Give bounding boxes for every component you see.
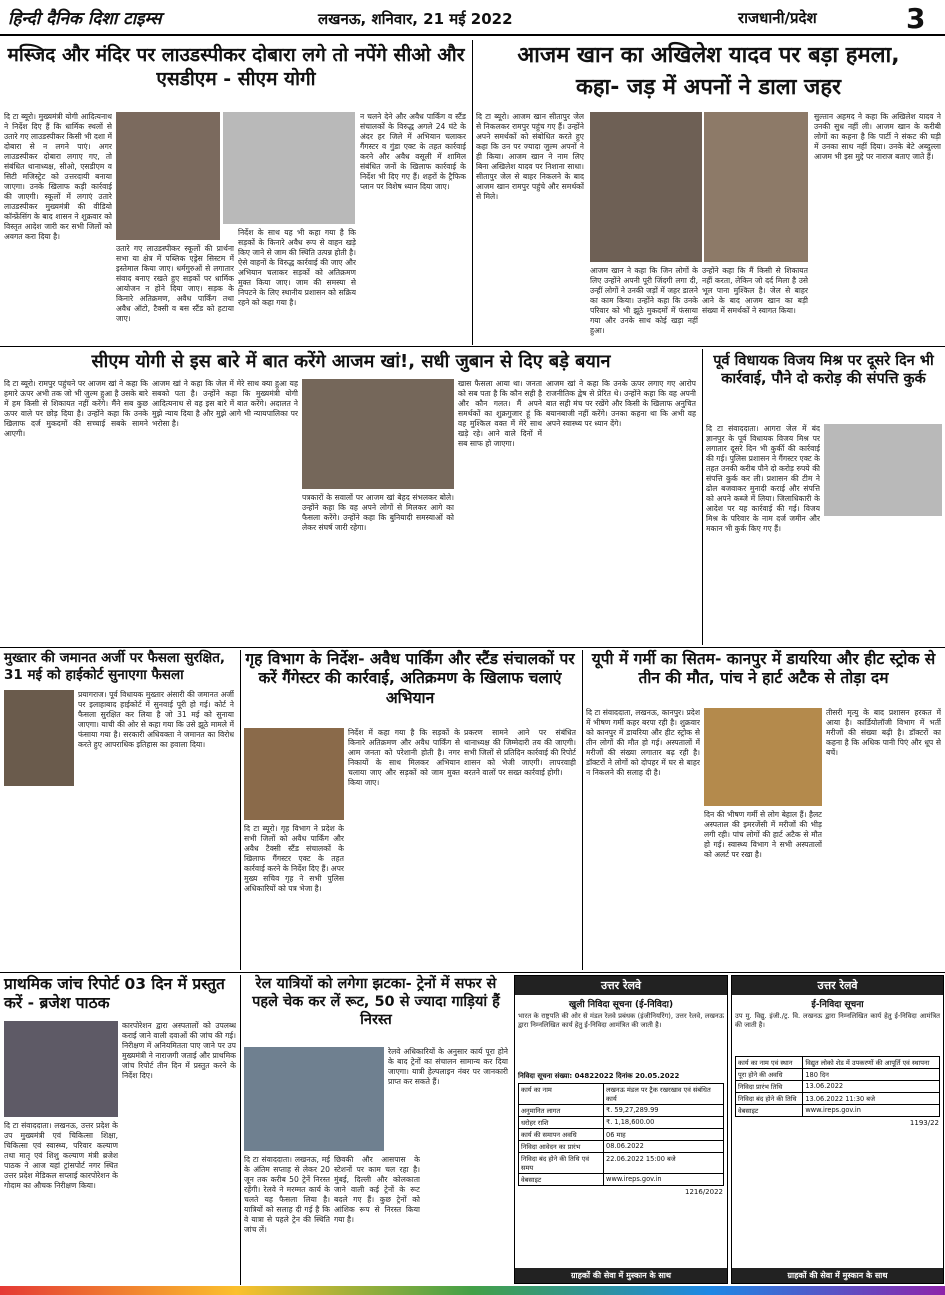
article-body: आजम खां ने कहा कि उनके ऊपर लगाए गए आरोप राजनीतिक द्वेष से प्रेरित थे। उन्होंने कहा कि वह अपनी बात सही मंच पर रखेंगे और किसी के खिलाफ अनुचित बयानबाजी नहीं करेंगे। उनका कहना था कि अभी वह अपने स्वास्थ्य पर ध्यान देंगे। [546, 379, 696, 429]
article-body: आजम खान ने कहा कि जिन लोगों के लिए उन्होंने अपनी पूरी जिंदगी लगा दी, उन्हीं लोगों ने उनकी जड़ों में जहर डालने का काम किया। उन्होंने कहा कि उनके परिवार को भी झूठे मुकदमों में फंसाया गया और उनके साथ कोई खड़ा नहीं हुआ। [590, 266, 698, 336]
headline-azam-line1: आजम खान का अखिलेश यादव पर बड़ा हमला, [517, 43, 900, 68]
article-body: दिन की भीषण गर्मी से लोग बेहाल हैं। हैलट अस्पताल की इमरजेंसी में मरीजों की भीड़ लगी रही। पांच लोगों की हार्ट अटैक से मौत हो गई। स्वास्थ्य विभाग ने सभी अस्पतालों को अलर्ट पर रखा है। [704, 810, 822, 860]
article-kanpur-heat [586, 650, 945, 970]
article-body: दि टा संवाददाता, लखनऊ, कानपुर। प्रदेश में भीषण गर्मी कहर बरपा रही है। शुक्रवार को कानपुर में डायरिया और हीट स्ट्रोक से तीन लोगों की मौत हो गई। अस्पतालों में मरीजों की संख्या लगातार बढ़ रही है। डॉक्टरों ने लोगों को दोपहर में घर से बाहर न निकलने की सलाह दी है। [586, 708, 700, 778]
column-divider [472, 40, 473, 345]
page-number: 3 [906, 2, 926, 35]
column-divider [582, 650, 583, 970]
notice-title: ई-निविदा सूचना [811, 1000, 864, 1010]
article-body: दि टा संवाददाता। आगरा जेल में बंद ज्ञानपुर के पूर्व विधायक विजय मिश्र पर लगातार दूसरे दिन भी कुर्की की कार्रवाई की गई। पुलिस प्रशासन ने गैंगस्टर एक्ट के तहत उनकी करीब पौने दो करोड़ रुपये की संपत्ति कुर्क कर ली। प्रशासन की टीम ने ढोल बजवाकर मुनादी कराई और संपत्ति को अपने कब्जे में लिया। जिलाधिकारी के आदेश पर यह कार्रवाई की गई। विजय मिश्र के परिवार के नाम दर्ज जमीन और मकान भी कुर्क किए गए हैं। [706, 424, 820, 534]
heat-thermometer-photo [704, 708, 822, 806]
article-azam-cm [0, 349, 700, 645]
column-divider [240, 975, 241, 1285]
section-label: राजधानी/प्रदेश [738, 9, 817, 27]
article-body: दि टा संवाददाता। लखनऊ, उत्तर प्रदेश के उप मुख्यमंत्री एवं चिकित्सा शिक्षा, चिकित्सा एवं स्वास्थ्य, परिवार कल्याण तथा मातृ एवं शिशु कल्याण मंत्री ब्रजेश पाठक ने आज यहां ट्रांसपोर्ट नगर स्थित उत्तर प्रदेश मेडिकल सप्लाई कारपोरेशन के गोदाम का औचक निरीक्षण किया। [4, 1121, 118, 1191]
row-divider [0, 647, 945, 648]
headline-azam-cm: सीएम योगी से इस बारे में बात करेंगे आजम खां!, सधी जुबान से दिए बड़े बयान [91, 351, 611, 372]
column-divider [240, 650, 241, 970]
tender-number-label: निविदा सूचना संख्या [518, 1072, 570, 1080]
article-body: आजम खां ने कहा कि जेल में मेरे साथ क्या हुआ यह सबको पता है। उन्होंने कहा कि मुख्यमंत्री योगी आदित्यनाथ से वह इस बारे में बात करेंगे। अदालत ने मुझे न्याय दिया है और मुझे आगे भी न्यायपालिका पर भरोसा है। [152, 379, 298, 429]
article-rail [244, 975, 512, 1285]
notice-code: 1216/2022 [685, 1188, 723, 1196]
article-body: न चलने देने और अवैध पार्किंग व स्टैंड संचालकों के विरुद्ध अगले 24 घंटे के अंदर हर जिले में अभियान चलाकर गैंगस्टर व गुंडा एक्ट के तहत कार्रवाई करने और अवैध वसूली में शामिल संबंधित जनों के खिलाफ कार्रवाई के निर्देश भी दिए गए हैं। शहरों के ट्रैफिक प्लान पर विशेष ध्यान दिया जाए। [360, 112, 466, 192]
mukhtar-photo [4, 690, 74, 786]
table-row: निविदा प्रारंभ तिथि 13.06.2022 [736, 1081, 940, 1093]
article-body: निर्देश के साथ यह भी कहा गया है कि सड़कों के किनारे अवैध रूप से वाहन खड़े किए जाने से जाम की स्थिति उत्पन्न होती है। ऐसे वाहनों के विरुद्ध कार्रवाई की जाए और अभियान चलाकर सड़कों को अतिक्रमण मुक्त किया जाए। जाम की समस्या से निपटने के लिए स्थानीय प्रशासन को सक्रिय रहने को कहा गया है। [238, 228, 356, 308]
article-azam-akhilesh [476, 40, 945, 345]
notice-footer: ग्राहकों की सेवा में मुस्कान के साथ [515, 1268, 727, 1283]
article-home-dept [244, 650, 580, 970]
table-row: कार्य की समापन अवधि 06 माह [519, 1129, 724, 1141]
headline-rail: रेल यात्रियों को लगेगा झटका- ट्रेनों में सफर से पहले चेक कर लें रूट, 50 से ज्यादा गाड़ियां हैं निरस्त [252, 976, 500, 1029]
article-body: दि टा ब्यूरो। गृह विभाग ने प्रदेश के सभी जिलों को अवैध पार्किंग और अवैध टैक्सी स्टैंड संचालकों के खिलाफ गैंगस्टर एक्ट के तहत कार्रवाई करने के निर्देश दिए हैं। अपर मुख्य सचिव गृह ने सभी पुलिस अधिकारियों को पत्र भेजा है। [244, 824, 344, 894]
akhilesh-photo [590, 112, 702, 262]
row-divider [0, 346, 945, 347]
article-body: प्रयागराज। पूर्व विधायक मुख्तार अंसारी की जमानत अर्जी पर इलाहाबाद हाईकोर्ट में सुनवाई पूरी हो गई। कोर्ट ने फैसला सुरक्षित कर लिया है जो 31 मई को सुनाया जाएगा। याची की ओर से कहा गया कि उसे झूठे मामले में फंसाया गया है। सरकारी अधिवक्ता ने जमानत का विरोध करते हुए आपराधिक इतिहास का हवाला दिया। [78, 690, 234, 750]
article-body: पत्रकारों के सवालों पर आजम खां बेहद संभलकर बोले। उन्होंने कहा कि वह अपने लोगों से मिलकर आगे का फैसला करेंगे। उन्होंने कहा कि बुनियादी समस्याओं को लेकर संघर्ष जारी रहेगा। [302, 493, 454, 533]
paper-name: हिन्दी दैनिक दिशा टाइम्स [8, 9, 162, 29]
article-loudspeaker [0, 40, 470, 345]
headline-home-dept: गृह विभाग के निर्देश- अवैध पार्किंग और स्टैंड संचालकों पर करें गैंगेस्टर की कार्रवाई, अतिक्रमण के खिलाफ चलाएं अभियान [245, 650, 575, 707]
article-body: छिवकी और आसपास के स्टेशनों पर काम चल रहा है। मुंबई, दिल्ली और कोलकाता जाने वाली कई ट्रेनों के रूट बदले गए हैं। कुछ ट्रेनों को आंशिक रूप से निरस्त किया गया है। [334, 1155, 420, 1225]
headline-brajesh: प्राथमिक जांच रिपोर्ट 03 दिन में प्रस्तुत करें - ब्रजेश पाठक [4, 975, 225, 1013]
tender-notice-nr: उत्तर रेलवे खुली निविदा सूचना (ई-निविदा) भारत के राष्ट्रपति की ओर से मंडल रेलवे प्रबंधक (इंजीनियरिंग), उत्तर रेलवे, लखनऊ द्वारा निम्नलिखित कार्य हेतु ई-निविदा आमंत्रित की जाती है। निविदा सूचना संख्या: 04822022 दिनांक 20.05.2022 कार्य का नाम लखनऊ मंडल पर ट्रैक रखरखाव एवं संबंधित कार्य अनुमानित लागत ₹. 59,27,289.99 धरोहर राशि ₹. 1,18,600.00 कार्य की समापन अवधि 06 माह निविदा आवेदन का प्रारंभ 08.06.2022 निविदा बंद होने की तिथि एवं समय 22.06.2022 15:00 बजे वेबसाइट www.ireps.gov.in 1216/2022 ग्राहकों की सेवा में मुस्कान के साथ [514, 975, 728, 1284]
table-row: पूरा होने की अवधि 180 दिन [736, 1069, 940, 1081]
headline-loudspeaker: मस्जिद और मंदिर पर लाउडस्पीकर दोबारा लगे तो नपेंगे सीओ और एसडीएम - सीएम योगी [7, 44, 465, 90]
article-body: प्रकरण सामने आने पर संबंधित थानाध्यक्ष की जिम्मेदारी तय की जाएगी। सभी जिलों से प्रतिदिन कार्रवाई की रिपोर्ट शासन को भेजी जाएगी। लापरवाही बरतने वालों पर सख्त कार्रवाई होगी। [464, 728, 576, 778]
article-mukhtar [0, 650, 238, 970]
column-divider [702, 349, 703, 645]
tender-details-table [735, 1056, 940, 1117]
article-body: दि टा ब्यूरो। रामपुर पहुंचने पर आजम खां ने कहा कि हमारे ऊपर अभी तक जो भी जुल्म हुआ है उसके बारे में हम किसी से शिकायत नहीं करेंगे। मैंने सब कुछ ऊपर वाले पर छोड़ दिया है। उन्होंने कहा कि उनके खिलाफ दर्ज मुकदमों की सच्चाई सबके सामने आएगी। [4, 379, 148, 439]
article-body: रेलवे अधिकारियों के अनुसार कार्य पूरा होने के बाद ट्रेनों का संचालन सामान्य कर दिया जाएगा। यात्री हेल्पलाइन नंबर पर जानकारी प्राप्त कर सकते हैं। [388, 1047, 508, 1087]
article-body: तीसरी मृत्यु के बाद प्रशासन हरकत में आया है। कार्डियोलॉजी विभाग में भर्ती मरीजों की संख्या बढ़ी है। डॉक्टरों का कहना है कि अधिक पानी पिएं और धूप से बचें। [826, 708, 941, 758]
loudspeaker-photo [223, 112, 355, 224]
notice-title: खुली निविदा सूचना (ई-निविदा) [568, 1000, 674, 1010]
notice-intro: उप मु. विद्यु. इंजी./ट्र. वि. लखनऊ द्वारा निम्नलिखित कार्य हेतु ई-निविदा आमंत्रित की जाती है। [735, 1012, 940, 1029]
table-row: कार्य का नाम एवं स्थान विद्युत लोको शेड में उपकरणों की आपूर्ति एवं स्थापना [736, 1057, 940, 1069]
headline-kanpur-heat: यूपी में गर्मी का सितम- कानपुर में डायरिया और हीट स्ट्रोक से तीन की मौत, पांच ने हार्ट अटैक से तोड़ा दम [591, 650, 936, 688]
notice-org: उत्तर रेलवे [515, 976, 727, 995]
table-row: निविदा बंद होने की तिथि 13.06.2022 11:30 बजे [736, 1093, 940, 1105]
azam-khan-photo [302, 379, 454, 489]
notice-footer: ग्राहकों की सेवा में मुस्कान के साथ [732, 1268, 943, 1283]
table-row: वेबसाइट www.ireps.gov.in [736, 1105, 940, 1117]
notice-code: 1193/22 [909, 1119, 939, 1127]
cm-yogi-photo [244, 728, 344, 820]
table-row: अनुमानित लागत ₹. 59,27,289.99 [519, 1105, 724, 1117]
table-row: निविदा आवेदन का प्रारंभ 08.06.2022 [519, 1141, 724, 1153]
bottom-color-strip [0, 1286, 945, 1295]
table-row: कार्य का नाम लखनऊ मंडल पर ट्रैक रखरखाव एवं संबंधित कार्य [519, 1084, 724, 1105]
article-body: उतारे गए लाउडस्पीकर स्कूलों की प्रार्थना सभा या क्षेत्र में पब्लिक एड्रेस सिस्टम में इस्तेमाल किया जाए। धर्मगुरुओं से लगातार संवाद बनाए रखते हुए सड़कों पर धार्मिक आयोजन न होने दिया जाए। सड़क के किनारे अतिक्रमण, अवैध पार्किंग तथा अवैध ऑटो, टैक्सी व बस स्टैंड को हटाया जाए। [116, 244, 234, 324]
article-brajesh [0, 975, 238, 1285]
headline-mukhtar: मुख्तार की जमानत अर्जी पर फैसला सुरक्षित, 31 मई को हाईकोर्ट सुनाएगा फैसला [4, 650, 226, 683]
notice-intro: भारत के राष्ट्रपति की ओर से मंडल रेलवे प्रबंधक (इंजीनियरिंग), उत्तर रेलवे, लखनऊ द्वारा निम्नलिखित कार्य हेतु ई-निविदा आमंत्रित की जाती है। [518, 1012, 724, 1029]
headline-vijay-mishra: पूर्व विधायक विजय मिश्र पर दूसरे दिन भी कार्रवाई, पौने दो करोड़ की संपत्ति कुर्क [713, 353, 934, 388]
property-attachment-photo [824, 424, 942, 516]
table-row: निविदा बंद होने की तिथि एवं समय 22.06.2022 15:00 बजे [519, 1153, 724, 1174]
tender-details-table [518, 1083, 724, 1186]
azam-photo [704, 112, 808, 262]
headline-azam-line2: कहा- जड़ में अपनों ने डाला जहर [575, 75, 842, 100]
tender-number: 04822022 दिनांक 20.05.2022 [574, 1072, 680, 1080]
article-vijay-mishra [706, 352, 945, 645]
inspection-photo [4, 1021, 118, 1117]
article-body: दि टा ब्यूरो। मुख्यमंत्री योगी आदित्यनाथ ने निर्देश दिए हैं कि धार्मिक स्थलों से उतारे गए लाउडस्पीकर किसी भी दशा में दोबारा से न लगने पाएं। अगर लाउडस्पीकर दोबारा लगाए गए, तो संबंधित थानाध्यक्ष, सीओ, एसडीएम व सिटी मजिस्ट्रेट को उत्तरदायी बनाया जाएगा। उनके खिलाफ कड़ी कार्रवाई की जाएगी। स्कूलों में लगाएं उतारे लाउडस्पीकर मुख्यमंत्री की वीडियो कॉन्फ्रेंसिंग के बाद शासन ने शुक्रवार को विस्तृत आदेश जारी कर सभी जिलों को अवगत करा दिया है। [4, 112, 112, 242]
tender-notice-ner [731, 975, 944, 1284]
cm-yogi-photo [116, 112, 220, 240]
article-body: कारपोरेशन द्वारा अस्पतालों को उपलब्ध कराई जाने वाली दवाओं की जांच की गई। निरीक्षण में अनियमितता पाए जाने पर उप मुख्यमंत्री ने नाराजगी जताई और प्राथमिक जांच रिपोर्ट तीन दिन में प्रस्तुत करने के निर्देश दिए। [122, 1021, 236, 1081]
article-body: निर्देश में कहा गया है कि सड़कों के किनारे अतिक्रमण और अवैध पार्किंग से आम जनता को परेशानी होती है। नगर निकायों के साथ मिलकर अभियान चलाया जाए और सड़कों को जाम मुक्त किया जाए। [348, 728, 460, 788]
table-row: धरोहर राशि ₹. 1,18,600.00 [519, 1117, 724, 1129]
article-body: खास फैसला आया था। जनता को सब पता है कि कौन सही है और कौन गलत। मैं अपने समर्थकों का शुक्रगुजार हूं कि वह मुश्किल वक्त में मेरे साथ खड़े रहे। आने वाले दिनों में सब साफ हो जाएगा। [458, 379, 542, 449]
article-body: सुल्तान अहमद ने कहा कि अखिलेश यादव ने उनकी सुध नहीं ली। आजम खान के करीबी लोगों का कहना है कि पार्टी ने संकट की घड़ी में उनका साथ नहीं दिया। उनके बेटे अब्दुल्ला आजम भी इस मुद्दे पर नाराज बताए जाते हैं। [814, 112, 941, 162]
row-divider [0, 972, 945, 973]
table-row: वेबसाइट www.ireps.gov.in [519, 1174, 724, 1186]
article-body: उन्होंने कहा कि मैं किसी से शिकायत नहीं करता, लेकिन जो दर्द मिला है उसे भूल पाना मुश्किल है। जेल से बाहर आने के बाद आजम खान का बड़ी संख्या में समर्थकों ने स्वागत किया। [702, 266, 808, 316]
notice-org: उत्तर रेलवे [732, 976, 943, 995]
masthead [0, 0, 945, 36]
article-body: दि टा ब्यूरो। आजम खान सीतापुर जेल से निकलकर रामपुर पहुंच गए हैं। उन्होंने अपने समर्थकों को संबोधित करते हुए कहा कि उन पर ज्यादा जुल्म अपनों ने ही किया। आजम खान ने नाम लिए बिना अखिलेश यादव पर निशाना साधा। सीतापुर जेल से बाहर निकलने के बाद आजम खान रामपुर पहुंचे और समर्थकों से मिले। [476, 112, 584, 202]
railway-station-photo [244, 1047, 384, 1151]
dateline: लखनऊ, शनिवार, 21 मई 2022 [318, 10, 513, 28]
article-body: दि टा संवाददाता। लखनऊ, मई के अंतिम सप्ताह से लेकर 20 जून तक करीब 50 ट्रेनें निरस्त रहेंगी। रेलवे ने मरम्मत कार्य के चलते यह फैसला लिया है। यात्रियों को सलाह दी गई है कि वे यात्रा से पहले ट्रेन की स्थिति जांच लें। [244, 1155, 330, 1235]
